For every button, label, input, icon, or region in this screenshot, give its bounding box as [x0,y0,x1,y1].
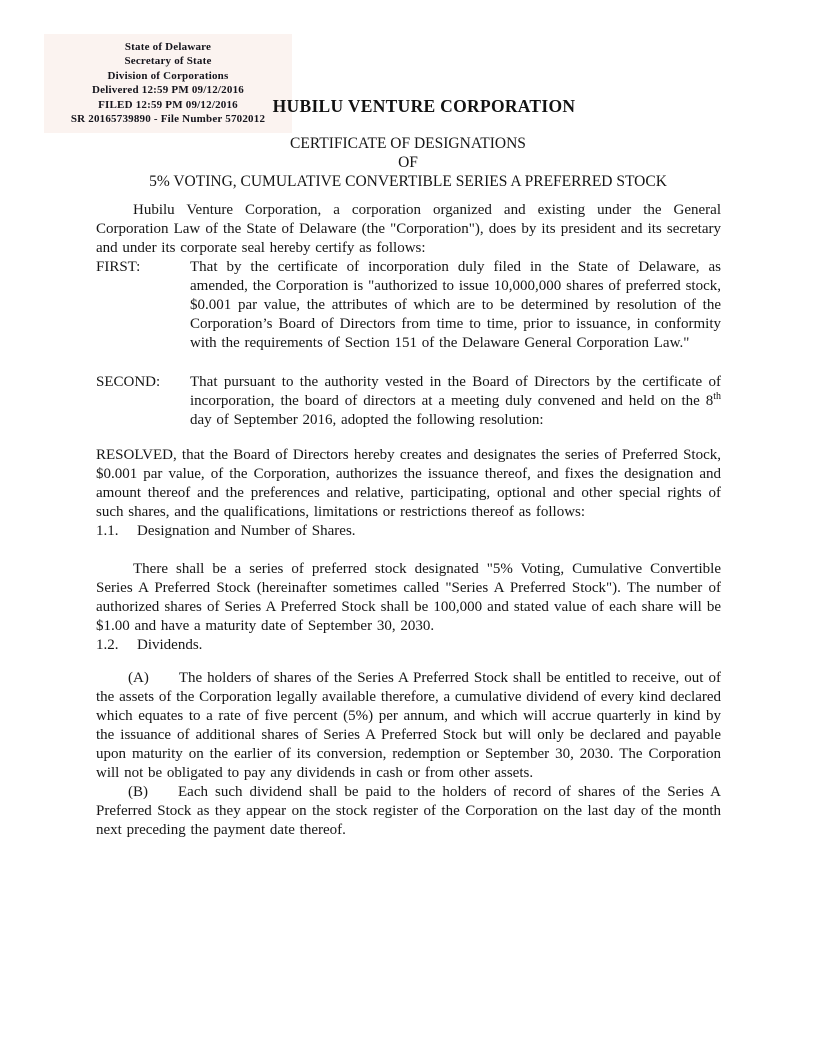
section-1-2-title: Dividends. [137,637,203,653]
stamp-line-secretary: Secretary of State [124,55,212,68]
section-1-1-title: Designation and Number of Shares. [137,523,356,539]
stamp-line-filed: FILED 12:59 PM 09/12/2016 [98,98,238,111]
stamp-line-state: State of Delaware [124,41,212,53]
second-clause-text-post: day of September 2016, adopted the following resolution: [190,412,544,428]
section-1-1-heading [96,522,721,541]
resolved-paragraph: RESOLVED, that the Board of Directors hereby creates and designates the series of Preferred Stock, $0.001 par value, of the Corporation, authorizes the issuance thereof, and fixes the designation and amount thereof and the preferences and relative, participating, optional and other special rights of such shares, and the qualifications, limitations or restrictions thereof as follows: [96,447,721,520]
first-clause [96,258,721,353]
subtitle-line-certificate: CERTIFICATE OF DESIGNATIONS [290,135,526,152]
section-1-1-number: 1.1. [96,523,119,539]
delaware-filing-stamp [44,34,292,133]
document-title: HUBILU VENTURE CORPORATION [272,96,576,116]
stamp-line-delivered: Delivered 12:59 PM 09/12/2016 [92,84,244,97]
second-clause [96,373,721,430]
first-clause-label: FIRST: [96,259,141,275]
second-clause-text [190,373,721,430]
second-clause-text-pre: That pursuant to the authority vested in the Board of Directors by the certificate of incorporation, the board of directors at a meeting duly convened and held on the 8 [190,374,721,409]
intro-paragraph: Hubilu Venture Corporation, a corporation organized and existing under the General Corporation Law of the State of Delaware (the "Corporation"), does by its president and its secretary and under its corporate seal hereby certify as follows: [96,202,721,256]
subtitle-line-stock: 5% VOTING, CUMULATIVE CONVERTIBLE SERIES A PREFERRED STOCK [149,173,667,190]
dividends-item-b-text: Each such dividend shall be paid to the holders of record of shares of the Series A Preferred Stock as they appear on the stock register of the Corporation on the last day of the month next preceding the payment date thereof. [96,784,721,838]
ordinal-superscript: th [713,391,721,402]
dividends-item-b [96,783,721,840]
subtitle-line-of: OF [398,154,418,171]
section-1-2-number: 1.2. [96,637,119,653]
document-subtitle [0,134,816,191]
section-1-1-paragraph: There shall be a series of preferred stock designated "5% Voting, Cumulative Convertible Series A Preferred Stock (hereinafter sometimes called "Series A Preferred Stock"). The number of authorized shares of Series A Preferred Stock shall be 100,000 and stated value of each share will be $1.00 and have a maturity date of September 30, 2030. [96,561,721,634]
first-clause-text: That by the certificate of incorporation duly filed in the State of Delaware, as amended, the Corporation is "authorized to issue 10,000,000 shares of preferred stock, $0.001 par value, the attributes of which are to be determined by resolution of the Corporation’s Board of Directors from time to time, prior to issuance, in conformity with the requirements of Section 151 of the Delaware General Corporation Law." [190,259,721,351]
document-body [96,201,721,840]
dividends-item-a-label: (A) [128,670,149,686]
dividends-item-a [96,669,721,783]
second-clause-label: SECOND: [96,374,161,390]
stamp-line-sr-file-number: SR 20165739890 - File Number 5702012 [70,113,266,126]
dividends-item-a-text: The holders of shares of the Series A Preferred Stock shall be entitled to receive, out of the assets of the Corporation legally available therefore, a cumulative dividend of every kind declared which equates to a rate of five percent (5%) per annum, and which will accrue quarterly in kind by the issuance of additional shares of Series A Preferred Stock but will only be declared and payable upon maturity on the earlier of its conversion, redemption or September 30, 2030. The Corporation will not be obligated to pay any dividends in cash or from other assets. [96,670,722,781]
section-1-2-heading [96,636,721,655]
stamp-line-division: Division of Corporations [107,69,229,82]
dividends-item-b-label: (B) [128,784,148,800]
